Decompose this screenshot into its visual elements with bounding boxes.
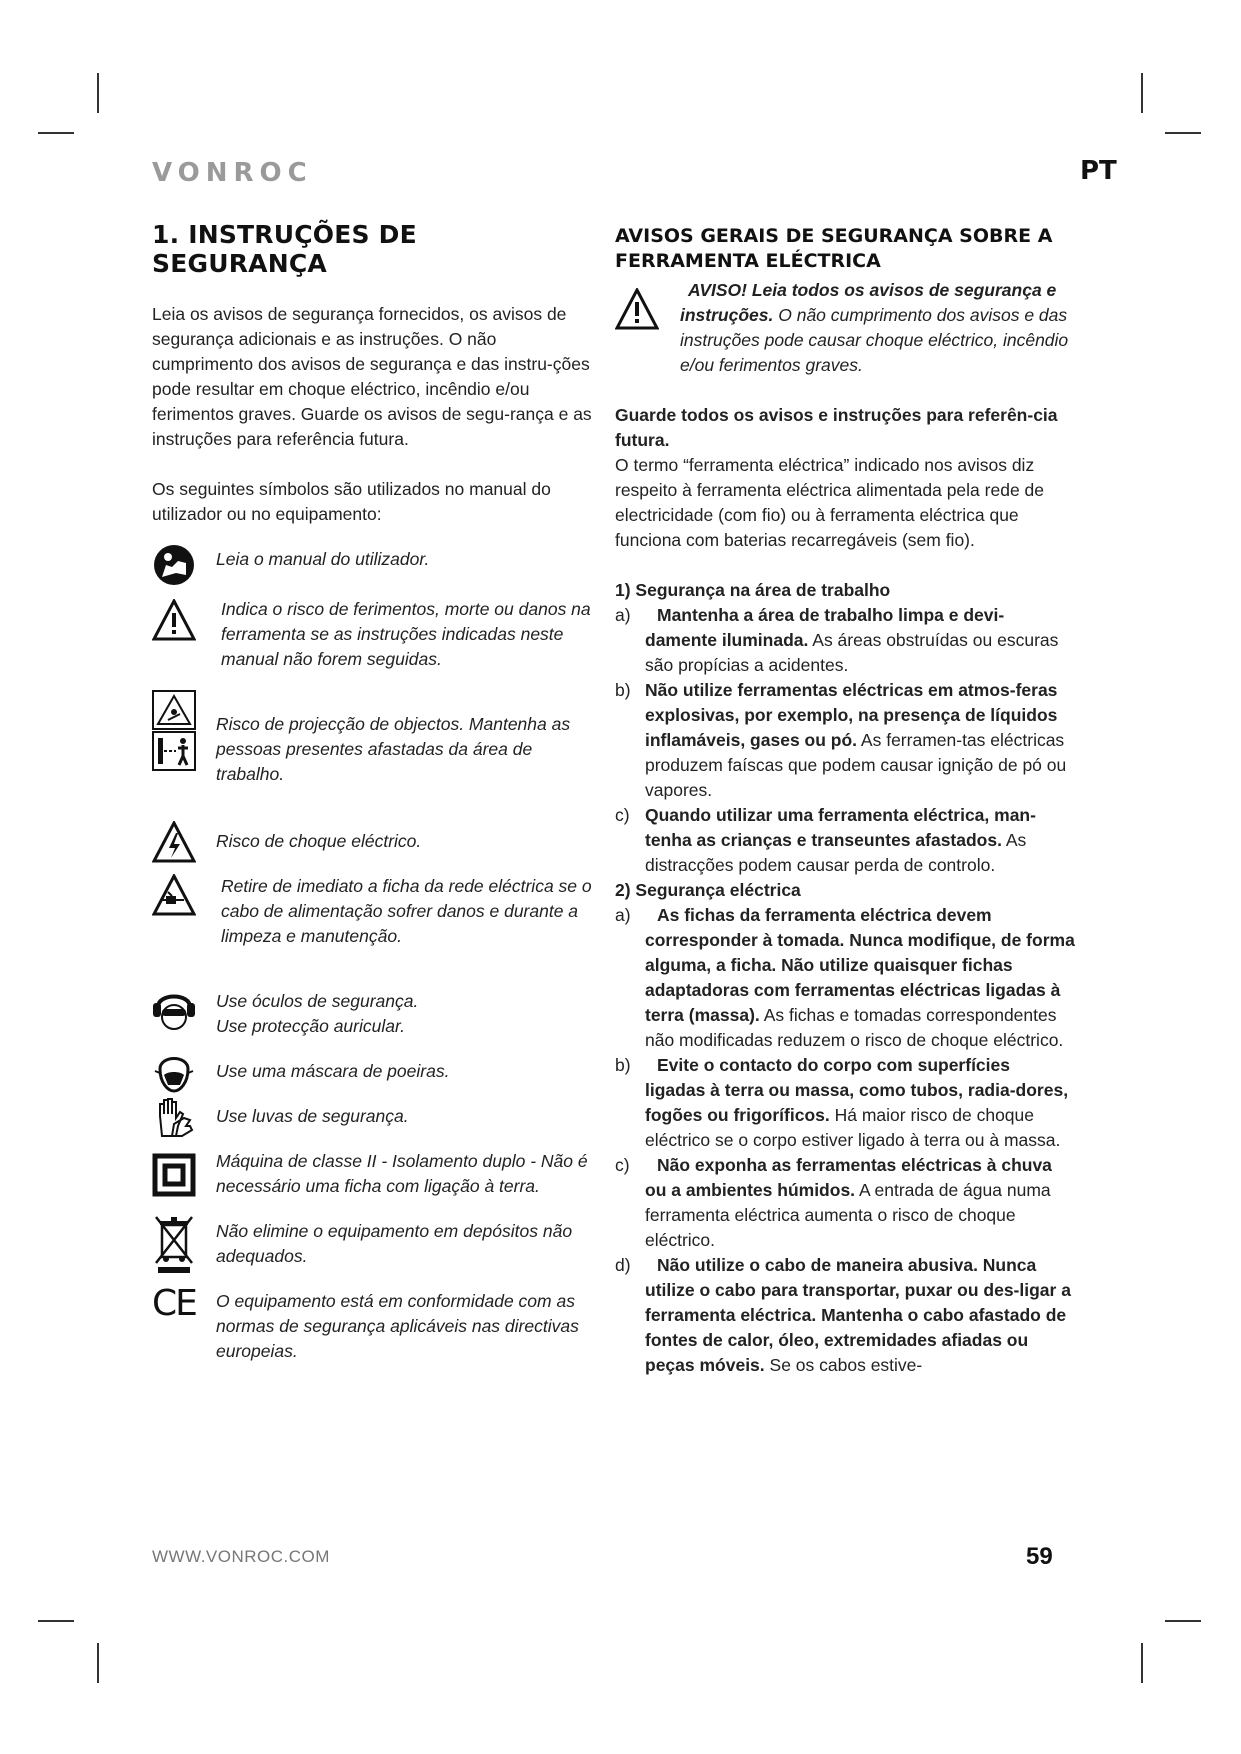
crop-mark [97,73,99,113]
crop-mark [1141,1643,1143,1683]
crop-mark [1165,132,1201,134]
symbol-gloves: Use luvas de segurança. [152,1104,592,1129]
flying-objects-icon [152,690,196,779]
weee-bin-icon [152,1213,196,1282]
read-manual-icon [152,543,196,594]
goggles-ear-protection-icon [152,987,196,1038]
right-column [615,224,1075,1378]
keep-instructions: Guarde todos os avisos e instruções para referên-cia futura. [615,405,1058,450]
warning-bold: AVISO! Leia todos os avisos de segurança e instruções. [680,280,1057,325]
symbol-read-manual: Leia o manual do utilizador. [152,547,592,572]
symbol-unplug: Retire de imediato a ficha da rede eléctrica se o cabo de alimentação sofrer danos e durante a limpeza e manutenção. [152,874,592,949]
list-item: b) Não utilize ferramentas eléctricas em atmos-feras explosivas, por exemplo, na presença de líquidos inflamáveis, gases ou pó. As ferramen-tas eléctricas produzem faíscas que podem causar ignição de pó ou vapores. [615,680,1067,800]
list-item: a) As fichas da ferramenta eléctrica devem corresponder à tomada. Nunca modifique, de forma alguma, a ficha. Não utilize quaisquer fichas adaptadoras com ferramentas eléctricas ligadas à terra (massa). As fichas e tomadas correspondentes não modificadas reduzem o risco de choque eléctrico. [615,905,1075,1050]
symbol-flying-objects: Risco de projecção de objectos. Mantenha as pessoas presentes afastadas da área de trabalho. [152,712,592,787]
footer-url: WWW.VONROC.COM [152,1547,330,1566]
general-warnings-title: AVISOS GERAIS DE SEGURANÇA SOBRE A FERRAMENTA ELÉCTRICA [615,225,1053,272]
symbol-electric-shock: Risco de choque eléctrico. [152,829,592,854]
warning-triangle-icon [615,288,659,337]
electric-shock-icon [152,821,196,870]
symbol-goggles-ear: Use óculos de segurança. Use protecção auricular. [152,989,592,1039]
symbol-warning: Indica o risco de ferimentos, morte ou danos na ferramenta se as instruções indicadas neste manual não forem seguidas. [152,597,592,672]
symbols-intro: Os seguintes símbolos são utilizados no manual do utilizador ou no equipamento: [152,479,551,524]
ce-mark-icon: CE [152,1283,196,1324]
symbol-dust-mask: Use uma máscara de poeiras. [152,1059,592,1084]
intro-paragraph: Leia os avisos de segurança fornecidos, os avisos de segurança adicionais e as instruções. O não cumprimento dos avisos de segurança e das instru-ções pode resultar em choque eléctrico, incêndio e/ou ferimentos graves. Guarde os avisos de segu-rança e as instruções para referência futura. [152,304,592,449]
gloves-icon [152,1096,196,1145]
warning-text: O não cumprimento dos avisos e das instruções pode causar choque eléctrico, incêndio e/ou ferimentos graves. [680,305,1069,375]
language-code: PT [1080,156,1117,186]
dust-mask-icon [152,1051,196,1100]
brand-logo: VONROC [152,158,313,188]
symbol-class-ii: Máquina de classe II - Isolamento duplo - Não é necessário uma ficha com ligação à terra. [152,1149,592,1199]
warning-box [615,278,1075,378]
crop-mark [1141,73,1143,113]
crop-mark [38,1620,74,1622]
list-item: c) Quando utilizar uma ferramenta eléctrica, man-tenha as crianças e transeuntes afastados. As distracções podem causar perda de controlo. [615,805,1036,875]
crop-mark [1165,1620,1201,1622]
section-title: 1. INSTRUÇÕES DE SEGURANÇA [152,220,417,278]
crop-mark [38,132,74,134]
section-heading: 2) Segurança eléctrica [615,880,801,900]
crop-mark [97,1643,99,1683]
symbol-weee: Não elimine o equipamento em depósitos não adequados. [152,1219,592,1269]
class-ii-icon [152,1153,196,1204]
list-item: b) Evite o contacto do corpo com superfícies ligadas à terra ou massa, como tubos, radia-dores, fogões ou frigoríficos. Há maior risco de choque eléctrico se o corpo estiver ligado à terra ou à massa. [615,1055,1069,1150]
page-number: 59 [1026,1543,1053,1570]
section-heading: 1) Segurança na área de trabalho [615,580,891,600]
warning-triangle-icon [152,599,196,648]
list-item: c) Não exponha as ferramentas eléctricas à chuva ou a ambientes húmidos. A entrada de água numa ferramenta eléctrica aumenta o risco de choque eléctrico. [615,1155,1052,1250]
term-definition: O termo “ferramenta eléctrica” indicado nos avisos diz respeito à ferramenta eléctrica alimentada pela rede de electricidade (com fio) ou à ferramenta eléctrica que funciona com baterias recarregáveis (sem fio). [615,455,1044,550]
list-item: a) Mantenha a área de trabalho limpa e devi-damente iluminada. As áreas obstruídas ou escuras são propícias a acidentes. [615,605,1059,675]
symbol-ce: CE O equipamento está em conformidade com as normas de segurança aplicáveis nas directivas europeias. [152,1283,579,1361]
list-item: d) Não utilize o cabo de maneira abusiva. Nunca utilize o cabo para transportar, puxar ou des-ligar a ferramenta eléctrica. Mantenha o cabo afastado de fontes de calor, óleo, extremidades afiadas ou peças móveis. Se os cabos estive- [615,1255,1071,1375]
left-column [152,220,592,1364]
unplug-icon [152,874,196,923]
